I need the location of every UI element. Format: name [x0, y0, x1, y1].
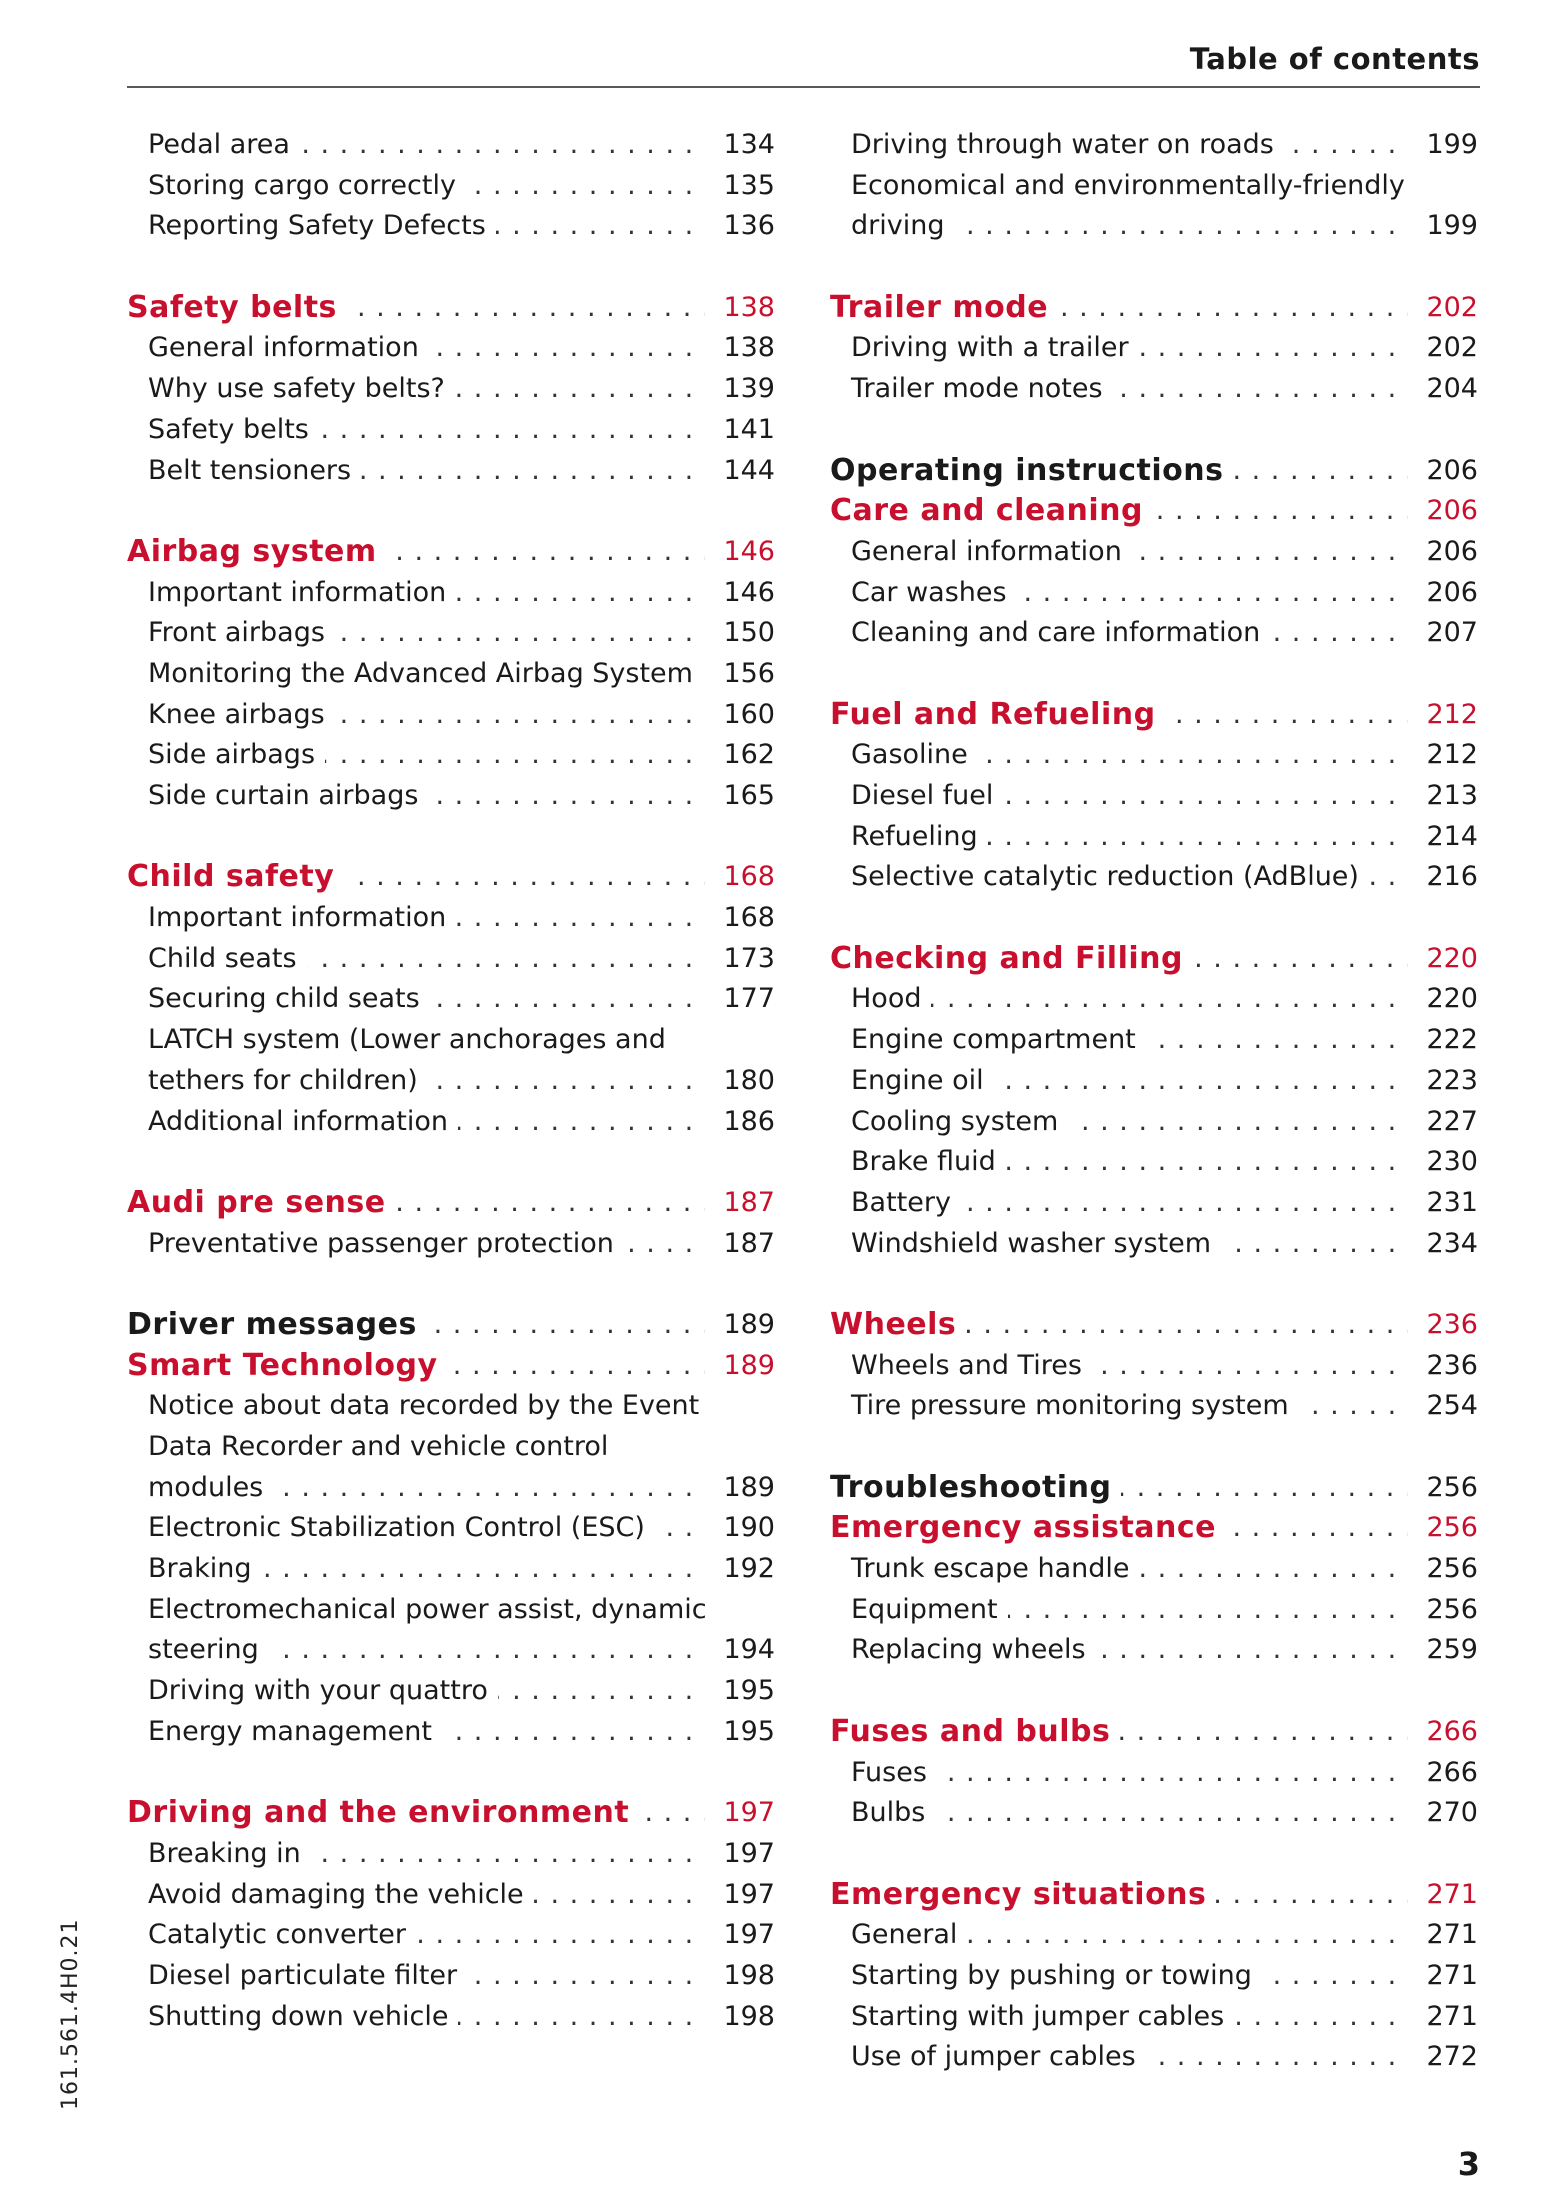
toc-entry-title: Starting by pushing or towing [851, 1956, 1262, 1997]
toc-entry[interactable] [851, 817, 1478, 858]
toc-entry-page: 214 [1416, 817, 1478, 858]
toc-entry-title: Tire pressure monitoring system [851, 1386, 1299, 1427]
toc-entry-title: Why use safety belts? [148, 369, 455, 410]
toc-entry-title: Equipment [851, 1590, 1008, 1631]
toc-entry-title: Data Recorder and vehicle control [148, 1427, 618, 1468]
section-spacer [830, 410, 1478, 451]
toc-entry-page: 160 [713, 695, 775, 736]
toc-entry-page: 270 [1416, 1793, 1478, 1834]
toc-entry-page: 168 [713, 898, 775, 939]
toc-entry-page: 177 [713, 979, 775, 1020]
toc-entry-page: 259 [1416, 1630, 1478, 1671]
toc-entry-title: Cooling system [851, 1102, 1068, 1143]
toc-entry-title: steering [148, 1630, 269, 1671]
toc-entry-page: 220 [1416, 939, 1478, 980]
toc-entry-title: Safety belts [127, 288, 347, 329]
toc-entry[interactable] [851, 1549, 1478, 1590]
section-spacer [830, 1427, 1478, 1468]
toc-entry[interactable] [851, 1020, 1478, 1061]
toc-entry-page: 186 [713, 1102, 775, 1143]
toc-entry[interactable] [851, 1102, 1478, 1143]
toc-entry-title: Breaking in [148, 1834, 311, 1875]
toc-section-entry[interactable] [127, 1346, 775, 1387]
toc-entry-title: General [851, 1915, 967, 1956]
toc-entry[interactable] [148, 1020, 775, 1061]
toc-entry-title: Gasoline [851, 735, 978, 776]
toc-section-entry[interactable] [830, 451, 1478, 492]
toc-entry-page: 204 [1416, 369, 1478, 410]
toc-entry-page: 197 [713, 1875, 775, 1916]
toc-entry-title: Driving with a trailer [851, 328, 1139, 369]
toc-entry[interactable] [148, 1712, 775, 1753]
toc-entry-title: Emergency assistance [830, 1508, 1226, 1549]
toc-entry[interactable] [851, 166, 1478, 207]
toc-entry-title: Smart Technology [127, 1346, 448, 1387]
toc-entry[interactable] [851, 735, 1478, 776]
toc-entry-title: Replacing wheels [851, 1630, 1096, 1671]
toc-entry[interactable] [851, 1386, 1478, 1427]
toc-entry-title: Trailer mode [830, 288, 1058, 329]
toc-entry-page: 189 [713, 1305, 775, 1346]
toc-entry[interactable] [148, 939, 775, 980]
toc-entry-title: Notice about data recorded by the Event [148, 1386, 709, 1427]
toc-entry-title: Belt tensioners [148, 451, 361, 492]
toc-entry[interactable] [148, 1549, 775, 1590]
toc-entry[interactable] [851, 125, 1478, 166]
toc-entry[interactable] [851, 1630, 1478, 1671]
toc-entry[interactable] [148, 613, 775, 654]
toc-entry[interactable] [148, 206, 775, 247]
toc-entry[interactable] [851, 1142, 1478, 1183]
toc-section-entry[interactable] [830, 1508, 1478, 1549]
toc-entry-page: 150 [713, 613, 775, 654]
toc-entry-title: Fuel and Refueling [830, 695, 1166, 736]
toc-entry[interactable] [148, 1875, 775, 1916]
section-spacer [830, 1834, 1478, 1875]
toc-entry-page: 206 [1416, 532, 1478, 573]
toc-entry-page: 180 [713, 1061, 775, 1102]
toc-entry[interactable] [148, 654, 775, 695]
toc-entry-title: Starting with jumper cables [851, 1997, 1234, 2038]
toc-entry-page: 256 [1416, 1590, 1478, 1631]
toc-entry-page: 135 [713, 166, 775, 207]
toc-entry[interactable] [851, 1224, 1478, 1265]
toc-entry-page: 199 [1416, 206, 1478, 247]
toc-entry-page: 189 [713, 1468, 775, 1509]
toc-entry-title: tethers for children) [148, 1061, 428, 1102]
toc-entry-title: Engine oil [851, 1061, 994, 1102]
toc-entry[interactable] [851, 857, 1478, 898]
toc-entry-page: 144 [713, 451, 775, 492]
toc-section-entry[interactable] [830, 1468, 1478, 1509]
toc-entry-page: 173 [713, 939, 775, 980]
section-spacer [127, 1142, 775, 1183]
toc-entry-page: 212 [1416, 735, 1478, 776]
toc-entry-title: Driving with your quattro [148, 1671, 498, 1712]
toc-entry[interactable] [148, 1590, 775, 1631]
toc-entry-title: Safety belts [148, 410, 319, 451]
toc-entry-title: Fuses and bulbs [830, 1712, 1120, 1753]
toc-entry-title: Driving and the environment [127, 1793, 639, 1834]
toc-entry[interactable] [851, 776, 1478, 817]
toc-entry[interactable] [851, 1753, 1478, 1794]
toc-entry[interactable] [851, 2037, 1478, 2078]
toc-entry-page: 216 [1416, 857, 1478, 898]
toc-entry[interactable] [148, 125, 775, 166]
toc-entry-title: Important information [148, 898, 456, 939]
toc-entry[interactable] [148, 410, 775, 451]
toc-entry[interactable] [851, 1793, 1478, 1834]
toc-entry-title: Wheels and Tires [851, 1346, 1092, 1387]
toc-section-entry[interactable] [830, 1875, 1478, 1916]
toc-entry-page: 195 [713, 1712, 775, 1753]
toc-entry-page: 236 [1416, 1305, 1478, 1346]
toc-entry-title: Bulbs [851, 1793, 935, 1834]
toc-entry-title: Side airbags [148, 735, 325, 776]
toc-entry-title: Diesel fuel [851, 776, 1003, 817]
toc-entry-page: 138 [713, 328, 775, 369]
toc-entry-title: LATCH system (Lower anchorages and [148, 1020, 676, 1061]
toc-entry-page: 141 [713, 410, 775, 451]
toc-entry-title: Driver messages [127, 1305, 427, 1346]
toc-entry-page: 197 [713, 1915, 775, 1956]
toc-entry-title: Checking and Filling [830, 939, 1193, 980]
toc-entry-title: Pedal area [148, 125, 300, 166]
toc-entry[interactable] [148, 1427, 775, 1468]
toc-entry-page: 256 [1416, 1508, 1478, 1549]
toc-entry-title: Braking [148, 1549, 262, 1590]
toc-entry[interactable] [148, 1915, 775, 1956]
section-spacer [830, 1264, 1478, 1305]
toc-entry-page: 220 [1416, 979, 1478, 1020]
toc-entry[interactable] [148, 979, 775, 1020]
toc-entry-page: 198 [713, 1956, 775, 1997]
toc-entry-page: 271 [1416, 1875, 1478, 1916]
toc-entry-page: 236 [1416, 1346, 1478, 1387]
toc-entry-page: 162 [713, 735, 775, 776]
toc-entry-page: 138 [713, 288, 775, 329]
toc-entry[interactable] [148, 1386, 775, 1427]
toc-entry-page: 266 [1416, 1712, 1478, 1753]
toc-entry-title: Care and cleaning [830, 491, 1153, 532]
toc-section-entry[interactable] [127, 857, 775, 898]
toc-section-entry[interactable] [830, 491, 1478, 532]
toc-left-column [127, 125, 775, 2037]
toc-entry-title: Car washes [851, 573, 1017, 614]
toc-entry-page: 206 [1416, 573, 1478, 614]
toc-entry-page: 266 [1416, 1753, 1478, 1794]
toc-entry-title: Child safety [127, 857, 344, 898]
toc-entry-page: 212 [1416, 695, 1478, 736]
toc-entry-page: 190 [713, 1508, 775, 1549]
toc-entry-page: 136 [713, 206, 775, 247]
toc-entry-page: 197 [713, 1834, 775, 1875]
toc-entry[interactable] [148, 695, 775, 736]
toc-entry-title: General information [851, 532, 1132, 573]
toc-entry-page: 134 [713, 125, 775, 166]
toc-entry-page: 256 [1416, 1549, 1478, 1590]
toc-entry[interactable] [148, 166, 775, 207]
toc-entry-page: 168 [713, 857, 775, 898]
section-spacer [127, 817, 775, 858]
toc-entry-page: 230 [1416, 1142, 1478, 1183]
toc-entry[interactable] [148, 1834, 775, 1875]
toc-entry[interactable] [851, 1915, 1478, 1956]
page-number: 3 [1457, 2145, 1480, 2183]
toc-entry[interactable] [851, 328, 1478, 369]
section-spacer [127, 247, 775, 288]
toc-entry-page: 254 [1416, 1386, 1478, 1427]
toc-entry-title: Economical and environmentally-friendly [851, 166, 1415, 207]
toc-entry-title: Windshield washer system [851, 1224, 1221, 1265]
toc-entry-title: Additional information [148, 1102, 458, 1143]
toc-entry-page: 146 [713, 532, 775, 573]
toc-entry-title: Trailer mode notes [851, 369, 1113, 410]
toc-entry-title: Battery [851, 1183, 961, 1224]
toc-entry-title: Audi pre sense [127, 1183, 396, 1224]
toc-entry[interactable] [851, 613, 1478, 654]
toc-entry[interactable] [148, 1956, 775, 1997]
toc-entry-title: Child seats [148, 939, 307, 980]
toc-entry[interactable] [851, 1956, 1478, 1997]
toc-entry-title: Selective catalytic reduction (AdBlue) [851, 857, 1369, 898]
toc-entry-title: Electronic Stabilization Control (ESC) [148, 1508, 655, 1549]
toc-entry[interactable] [148, 1508, 775, 1549]
toc-entry-title: Front airbags [148, 613, 335, 654]
toc-entry-page: 189 [713, 1346, 775, 1387]
toc-entry[interactable] [148, 328, 775, 369]
toc-entry-page: 199 [1416, 125, 1478, 166]
toc-entry-page: 187 [713, 1183, 775, 1224]
toc-entry-page: 197 [713, 1793, 775, 1834]
toc-entry-page: 202 [1416, 288, 1478, 329]
toc-section-entry[interactable] [127, 1183, 775, 1224]
toc-entry-page: 231 [1416, 1183, 1478, 1224]
toc-entry-title: Securing child seats [148, 979, 430, 1020]
toc-entry-title: Airbag system [127, 532, 387, 573]
toc-entry[interactable] [148, 573, 775, 614]
toc-entry-title: Brake fluid [851, 1142, 1006, 1183]
toc-entry-title: Side curtain airbags [148, 776, 428, 817]
toc-entry[interactable] [851, 1997, 1478, 2038]
section-spacer [127, 1753, 775, 1794]
toc-entry-title: Avoid damaging the vehicle [148, 1875, 534, 1916]
toc-entry-page: 206 [1416, 491, 1478, 532]
dot-leader [851, 979, 1408, 1020]
section-spacer [830, 898, 1478, 939]
toc-entry-page: 156 [713, 654, 775, 695]
toc-entry-title: Trunk escape handle [851, 1549, 1140, 1590]
toc-section-entry[interactable] [127, 1793, 775, 1834]
toc-entry[interactable] [148, 1061, 775, 1102]
toc-entry-title: driving [851, 206, 954, 247]
toc-entry-title: Wheels [830, 1305, 966, 1346]
toc-entry[interactable] [148, 1997, 775, 2038]
toc-entry-title: Driving through water on roads [851, 125, 1284, 166]
toc-entry-title: Operating instructions [830, 451, 1234, 492]
toc-entry[interactable] [148, 1468, 775, 1509]
toc-entry-title: Emergency situations [830, 1875, 1216, 1916]
toc-entry-page: 271 [1416, 1915, 1478, 1956]
toc-entry-page: 192 [713, 1549, 775, 1590]
toc-entry-title: Fuses [851, 1753, 937, 1794]
toc-entry-page: 222 [1416, 1020, 1478, 1061]
toc-entry-title: Knee airbags [148, 695, 335, 736]
toc-entry[interactable] [851, 1183, 1478, 1224]
header-title: Table of contents [1189, 42, 1480, 76]
toc-entry-title: Engine compartment [851, 1020, 1146, 1061]
section-spacer [830, 247, 1478, 288]
toc-entry[interactable] [851, 369, 1478, 410]
toc-entry-title: Diesel particulate filter [148, 1956, 467, 1997]
toc-section-entry[interactable] [830, 1712, 1478, 1753]
toc-entry-title: Cleaning and care information [851, 613, 1270, 654]
toc-entry-page: 272 [1416, 2037, 1478, 2078]
toc-entry[interactable] [148, 1671, 775, 1712]
toc-entry-page: 271 [1416, 1997, 1478, 2038]
toc-entry-page: 206 [1416, 451, 1478, 492]
toc-entry-page: 198 [713, 1997, 775, 2038]
toc-entry-page: 207 [1416, 613, 1478, 654]
page-header [127, 38, 1480, 88]
section-spacer [830, 654, 1478, 695]
toc-entry-title: Monitoring the Advanced Airbag System [148, 654, 703, 695]
toc-entry[interactable] [148, 776, 775, 817]
toc-entry[interactable] [148, 735, 775, 776]
toc-entry-title: modules [148, 1468, 273, 1509]
toc-entry-page: 213 [1416, 776, 1478, 817]
toc-entry-title: General information [148, 328, 429, 369]
toc-entry[interactable] [851, 206, 1478, 247]
toc-entry[interactable] [148, 1630, 775, 1671]
toc-entry[interactable] [148, 451, 775, 492]
toc-section-entry[interactable] [830, 695, 1478, 736]
toc-entry-title: Reporting Safety Defects [148, 206, 496, 247]
toc-entry[interactable] [851, 573, 1478, 614]
toc-entry-page: 165 [713, 776, 775, 817]
toc-section-entry[interactable] [127, 532, 775, 573]
toc-entry-page: 271 [1416, 1956, 1478, 1997]
toc-entry-title: Troubleshooting [830, 1468, 1121, 1509]
toc-section-entry[interactable] [830, 939, 1478, 980]
toc-entry[interactable] [148, 1224, 775, 1265]
toc-entry-page: 146 [713, 573, 775, 614]
toc-entry[interactable] [851, 979, 1478, 1020]
toc-entry[interactable] [851, 1346, 1478, 1387]
toc-entry-title: Energy management [148, 1712, 442, 1753]
toc-entry[interactable] [851, 1061, 1478, 1102]
toc-right-column [830, 125, 1478, 2078]
toc-entry[interactable] [851, 532, 1478, 573]
section-spacer [830, 1671, 1478, 1712]
toc-entry-page: 202 [1416, 328, 1478, 369]
toc-entry-title: Electromechanical power assist, dynamic [148, 1590, 717, 1631]
toc-entry-page: 234 [1416, 1224, 1478, 1265]
toc-entry-page: 256 [1416, 1468, 1478, 1509]
toc-entry-title: Catalytic converter [148, 1915, 416, 1956]
toc-entry-title: Shutting down vehicle [148, 1997, 458, 2038]
toc-entry-page: 139 [713, 369, 775, 410]
toc-entry-page: 194 [713, 1630, 775, 1671]
toc-entry[interactable] [148, 898, 775, 939]
toc-entry-page: 227 [1416, 1102, 1478, 1143]
section-spacer [127, 1264, 775, 1305]
toc-entry[interactable] [851, 1590, 1478, 1631]
toc-entry-title: Storing cargo correctly [148, 166, 466, 207]
toc-section-entry[interactable] [127, 1305, 775, 1346]
toc-entry[interactable] [148, 369, 775, 410]
section-spacer [127, 491, 775, 532]
toc-section-entry[interactable] [830, 1305, 1478, 1346]
toc-entry-page: 195 [713, 1671, 775, 1712]
toc-entry-title: Important information [148, 573, 456, 614]
toc-entry-page: 187 [713, 1224, 775, 1265]
toc-entry[interactable] [148, 1102, 775, 1143]
toc-entry-page: 223 [1416, 1061, 1478, 1102]
toc-entry-title: Use of jumper cables [851, 2037, 1146, 2078]
toc-section-entry[interactable] [127, 288, 775, 329]
toc-entry-title: Hood [851, 979, 931, 1020]
document-code: 161.561.4H0.21 [58, 1918, 83, 2110]
toc-entry-title: Preventative passenger protection [148, 1224, 624, 1265]
toc-section-entry[interactable] [830, 288, 1478, 329]
toc-entry-title: Refueling [851, 817, 988, 858]
